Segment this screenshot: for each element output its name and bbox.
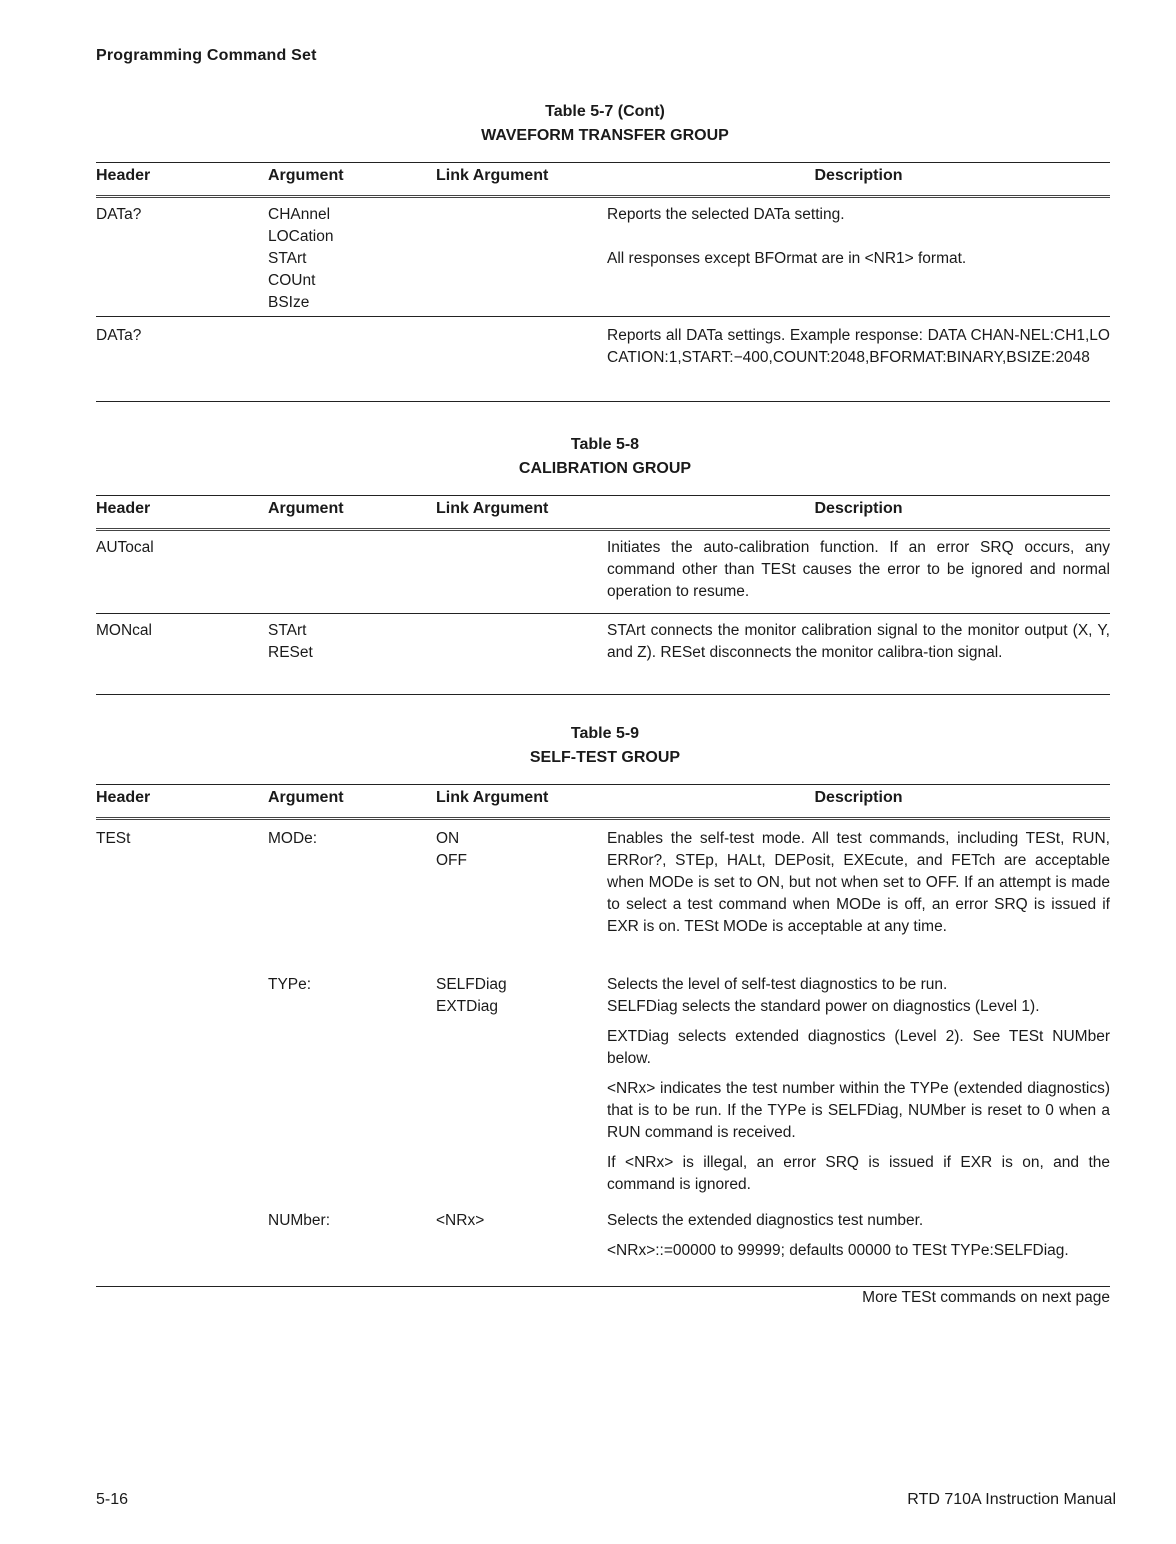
link-argument: OFF: [436, 852, 467, 869]
table-title: WAVEFORM TRANSFER GROUP: [481, 127, 729, 144]
description-paragraph: <NRx>::=00000 to 99999; defaults 00000 to TESt TYPe:SELFDiag.: [607, 1242, 1069, 1259]
command-header: AUTocal: [96, 539, 154, 556]
description-paragraph: Reports all DATa settings. Example response: DATA CHAN-NEL:CH1,LOCATION:1,START:−400,COUNT:2048,BFORMAT:BINARY,BSIZE:2048: [607, 327, 1110, 366]
table-title: SELF-TEST GROUP: [529, 749, 681, 766]
argument: BSIze: [268, 294, 310, 311]
description-paragraph: <NRx> indicates the test number within the TYPe (extended diagnostics) that is to be run. If the TYPe is SELFDiag, NUMber is reset to 0 when a RUN command is received.: [607, 1080, 1110, 1141]
argument: TYPe:: [268, 976, 312, 993]
command-header: DATa?: [96, 327, 142, 344]
link-argument-list: [436, 974, 507, 1018]
link-argument-list: [436, 1210, 484, 1232]
description: [607, 620, 1110, 664]
argument: CHAnnel: [268, 206, 331, 223]
table-5-9-caption: [0, 722, 1176, 770]
link-argument: ON: [436, 830, 460, 847]
link-argument: EXTDiag: [436, 998, 499, 1015]
argument: STArt: [268, 250, 307, 267]
description-paragraph: Enables the self-test mode. All test commands, including TESt, RUN, ERRor?, STEp, HALt, DEPosit, EXEcute, and FETch are acceptable when MODe is set to ON, but not when set to OFF. If an attempt is made to select a test command when MODe is off, an error SRQ is issued if EXR is on. TESt MODe is acceptable at any time.: [607, 830, 1110, 935]
column-header-argument: Argument: [268, 500, 344, 517]
table-row: [96, 198, 1110, 317]
command-header: TESt: [96, 830, 131, 847]
description: [607, 1210, 1110, 1262]
description-paragraph: STArt connects the monitor calibration signal to the monitor output (X, Y, and Z). RESet disconnects the monitor calibra-tion signal.: [607, 622, 1110, 661]
column-header-description: Description: [814, 789, 903, 806]
column-header-header: Header: [96, 500, 151, 517]
description-paragraph: SELFDiag selects the standard power on diagnostics (Level 1).: [607, 998, 1040, 1015]
argument: COUnt: [268, 272, 316, 289]
table-header-row: [96, 495, 1110, 531]
description-paragraph: Reports the selected DATa setting.: [607, 206, 845, 223]
command-header: DATa?: [96, 206, 142, 223]
column-header-description: Description: [814, 167, 903, 184]
column-header-header: Header: [96, 789, 151, 806]
table-header-row: [96, 784, 1110, 820]
description: [607, 974, 1110, 1196]
table-number: Table 5-8: [570, 436, 640, 453]
column-header-link-argument: Link Argument: [436, 500, 549, 517]
argument: RESet: [268, 644, 313, 661]
argument-list: [268, 204, 333, 314]
continuation-note: More TESt commands on next page: [862, 1289, 1110, 1306]
column-header-link-argument: Link Argument: [436, 167, 549, 184]
table-number: Table 5-7 (Cont): [545, 103, 665, 120]
column-header-link-argument: Link Argument: [436, 789, 549, 806]
table-row: [96, 317, 1110, 402]
table-title: CALIBRATION GROUP: [518, 460, 692, 477]
argument: STArt: [268, 622, 307, 639]
table-5-7: [96, 162, 1110, 402]
command-header: MONcal: [96, 622, 152, 639]
description: [607, 537, 1110, 603]
description-paragraph: EXTDiag selects extended diagnostics (Level 2). See TESt NUMber below.: [607, 1028, 1110, 1067]
description-paragraph: Initiates the auto-calibration function. If an error SRQ occurs, any command other than TESt causes the error to be ignored and normal operation to resume.: [607, 539, 1110, 600]
running-head: Programming Command Set: [96, 47, 317, 64]
description: [607, 828, 1110, 938]
description: [607, 204, 1110, 270]
page-number: 5-16: [96, 1491, 129, 1508]
link-argument: SELFDiag: [436, 976, 507, 993]
table-row: [96, 531, 1110, 614]
table-number: Table 5-9: [570, 725, 640, 742]
column-header-argument: Argument: [268, 789, 344, 806]
column-header-header: Header: [96, 167, 151, 184]
description-paragraph: Selects the extended diagnostics test number.: [607, 1212, 924, 1229]
argument: NUMber:: [268, 1212, 331, 1229]
description: [607, 325, 1110, 369]
table-5-9: [96, 784, 1110, 1287]
column-header-argument: Argument: [268, 167, 344, 184]
link-argument: <NRx>: [436, 1212, 485, 1229]
manual-title: RTD 710A Instruction Manual: [907, 1491, 1116, 1508]
argument: MODe:: [268, 830, 318, 847]
table-5-7-caption: [0, 100, 1176, 148]
argument: LOCation: [268, 228, 334, 245]
table-row: [96, 614, 1110, 695]
table-5-8: [96, 495, 1110, 695]
description-paragraph: If <NRx> is illegal, an error SRQ is issued if EXR is on, and the command is ignored.: [607, 1154, 1110, 1193]
table-5-8-caption: [0, 433, 1176, 481]
table-header-row: [96, 162, 1110, 198]
description-paragraph: Selects the level of self-test diagnostics to be run.: [607, 976, 948, 993]
argument-list: [268, 620, 313, 664]
description-paragraph: All responses except BFOrmat are in <NR1> format.: [607, 250, 967, 267]
link-argument-list: [436, 828, 467, 872]
column-header-description: Description: [814, 500, 903, 517]
table-row: [96, 820, 1110, 1287]
